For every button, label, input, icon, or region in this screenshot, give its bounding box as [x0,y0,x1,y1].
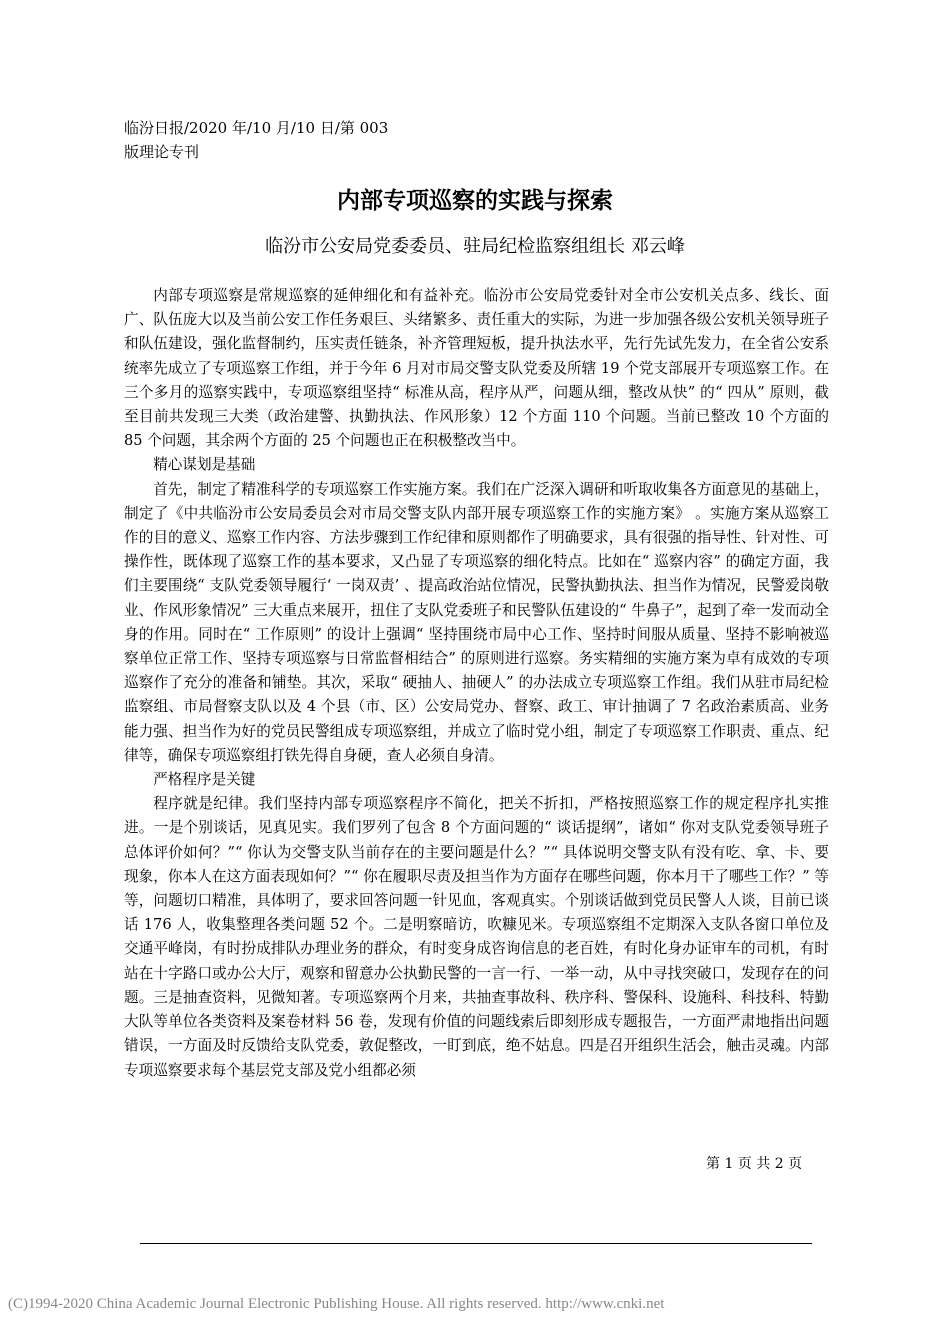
footer-divider [140,1243,812,1244]
source-line-1: 临汾日报/2020 年/10 月/10 日/第 003 [124,119,389,137]
source-line-2: 版理论专刊 [124,143,200,161]
intro-paragraph: 内部专项巡察是常规巡察的延伸细化和有益补充。临汾市公安局党委针对全市公安机关点多、线长、面广、队伍庞大以及当前公安工作任务艰巨、头绪繁多、责任重大的实际，为进一步加强各级公安机关领导班子和队伍建设，强化监督制约，压实责任链条，补齐管理短板，提升执法水平，先行先试先发力，在全省公安系统率先成立了专项巡察工作组，并于今年 6 月对市局交警支队党委及所辖 19 个党支部展开专项巡察工作。在三个多月的巡察实践中，专项巡察组坚持“ 标准从高，程序从严，问题从细，整改从快” 的“ 四从” 原则，截至目前共发现三大类（政治建警、执勤执法、作风形象）12 个方面 110 个问题。当前已整改 10 个方面的 85 个问题，其余两个方面的 25 个问题也正在积极整改当中。 [124,287,829,450]
section-heading: 精心谋划是基础 [153,456,256,474]
source-citation [124,116,414,164]
article-body [124,284,829,1083]
page-number: 第 1 页 共 2 页 [706,1156,803,1172]
copyright-footer: (C)1994-2020 China Academic Journal Electronic Publishing House. All rights reserved. http://www.cnki.net [8,1296,665,1312]
article-author: 临汾市公安局党委委员、驻局纪检监察组组长 邓云峰 [265,236,685,257]
article-title: 内部专项巡察的实践与探索 [337,188,613,214]
section-heading: 严格程序是关键 [153,771,256,789]
body-paragraph: 程序就是纪律。我们坚持内部专项巡察程序不简化，把关不折扣，严格按照巡察工作的规定程序扎实推进。一是个别谈话，见真见实。我们罗列了包含 8 个方面问题的“ 谈话提纲”，诸如“ 你对支队党委领导班子总体评价如何？”“ 你认为交警支队当前存在的主要问题是什么？”“ 具体说明交警支队有没有吃、拿、卡、要现象，你本人在这方面表现如何？”“ 你在履职尽责及担当作为方面存在哪些问题，你本月干了哪些工作？” 等等，问题切口精准，具体明了，要求回答问题一针见血，客观真实。个别谈话做到党员民警人人谈，目前已谈话 176 人，收集整理各类问题 52 个。二是明察暗访，吹糠见米。专项巡察组不定期深入支队各窗口单位及交通平峰岗，有时扮成排队办理业务的群众，有时变身成咨询信息的老百姓，有时化身办证审车的司机，有时站在十字路口或办公大厅，观察和留意办公执勤民警的一言一行、一举一动，从中寻找突破口，发现存在的问题。三是抽查资料，见微知著。专项巡察两个月来，共抽查事故科、秩序科、警保科、设施科、科技科、特勤大队等单位各类资料及案卷材料 56 卷，发现有价值的问题线索后即刻形成专题报告，一方面严肃地指出问题错误，一方面及时反馈给支队党委，敦促整改，一盯到底，绝不姑息。四是召开组织生活会，触击灵魂。内部专项巡察要求每个基层党支部及党小组都必须 [124,795,829,1079]
body-paragraph: 首先，制定了精准科学的专项巡察工作实施方案。我们在广泛深入调研和听取收集各方面意见的基础上，制定了《中共临汾市公安局委员会对市局交警支队内部开展专项巡察工作的实施方案》 。实施方案从巡察工作的目的意义、巡察工作内容、方法步骤到工作纪律和原则都作了明确要求，具有很强的指导性、针对性、可操作性，既体现了巡察工作的基本要求，又凸显了专项巡察的细化特点。比如在“ 巡察内容” 的确定方面，我们主要围绕“ 支队党委领导履行‘ 一岗双责’ 、提高政治站位情况，民警执勤执法、担当作为情况，民警爱岗敬业、作风形象情况” 三大重点来展开，扭住了支队党委班子和民警队伍建设的“ 牛鼻子”，起到了牵一发而动全身的作用。同时在“ 工作原则” 的设计上强调“ 坚持围绕市局中心工作、坚持时间服从质量、坚持不影响被巡察单位正常工作、坚持专项巡察与日常监督相结合” 的原则进行巡察。务实精细的实施方案为卓有成效的专项巡察作了充分的准备和铺垫。其次，采取“ 硬抽人、抽硬人” 的办法成立专项巡察工作组。我们从驻市局纪检监察组、市局督察支队以及 4 个县（市、区）公安局党办、督察、政工、审计抽调了 7 名政治素质高、业务能力强、担当作为好的党员民警组成专项巡察组，并成立了临时党小组，制定了专项巡察工作职责、重点、纪律等，确保专项巡察组打铁先得自身硬，查人必须自身清。 [124,480,829,764]
